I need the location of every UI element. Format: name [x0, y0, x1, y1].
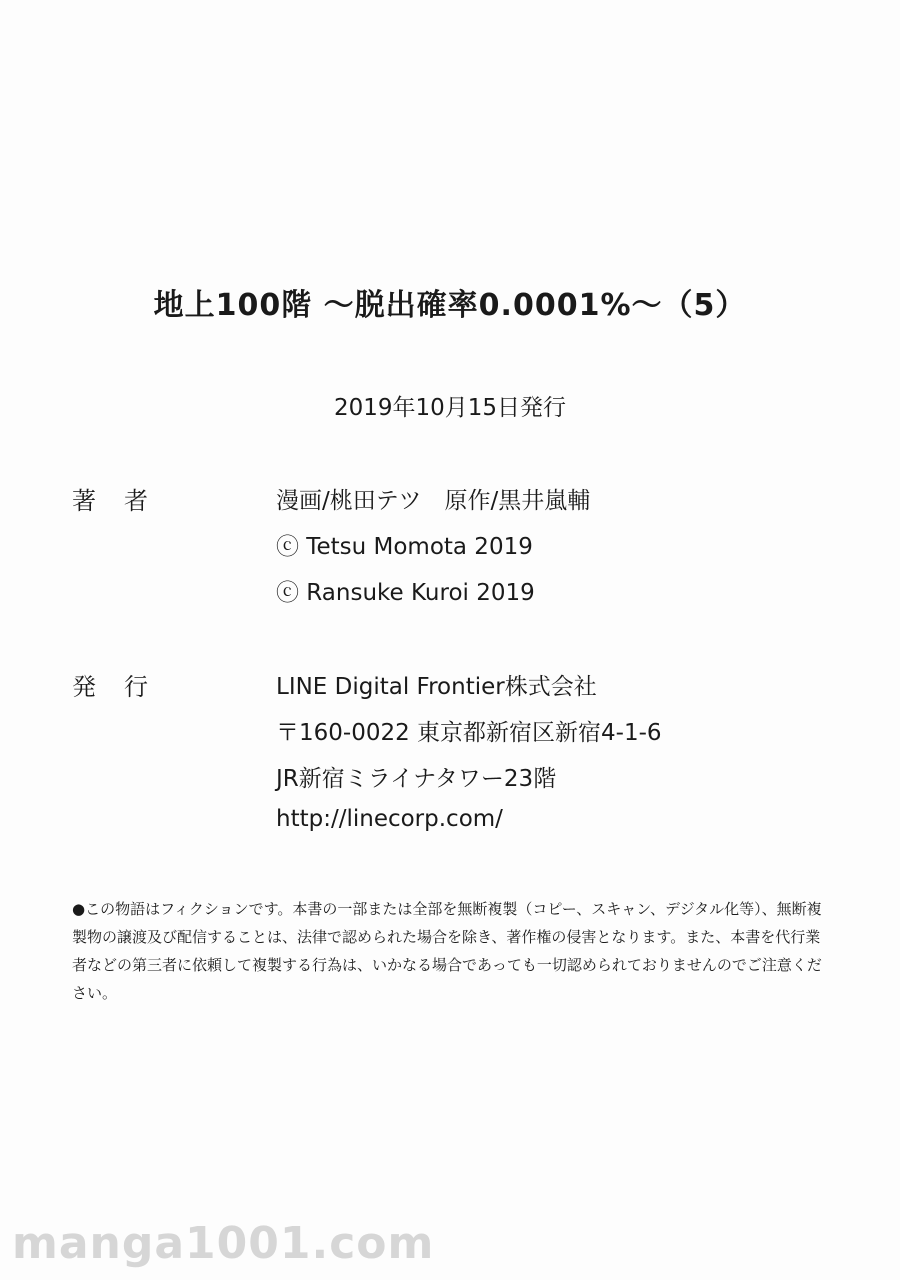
site-watermark: manga1001.com — [12, 1218, 435, 1269]
book-title: 地上100階 ～脱出確率0.0001%～（5） — [153, 288, 747, 323]
publisher-address-building: JR新宿ミライナタワー23階 — [276, 766, 557, 792]
publisher-label: 発行 — [72, 673, 176, 701]
legal-notice: ●この物語はフィクションです。本書の一部または全部を無断複製（コピー、スキャン、デジタル化等）、無断複製物の譲渡及び配信することは、法律で認められた場合を除き、著作権の侵害となります。また、本書を代行業者などの第三者に依頼して複製する行為は、いかなる場合であっても一切認められておりませんのでご注意ください。 — [72, 900, 822, 1002]
publisher-address: 〒160-0022 東京都新宿区新宿4-1-6 — [276, 720, 662, 746]
author-credit-line: 漫画/桃田テツ 原作/黒井嵐輔 — [276, 488, 591, 514]
copyright-line: ⓒ Ransuke Kuroi 2019 — [276, 580, 535, 606]
publisher-name: LINE Digital Frontier株式会社 — [276, 674, 597, 700]
publish-date: 2019年10月15日発行 — [333, 395, 567, 421]
publisher-url: http://linecorp.com/ — [276, 806, 503, 832]
copyright-line: ⓒ Tetsu Momota 2019 — [276, 534, 533, 560]
author-label: 著者 — [72, 487, 176, 515]
